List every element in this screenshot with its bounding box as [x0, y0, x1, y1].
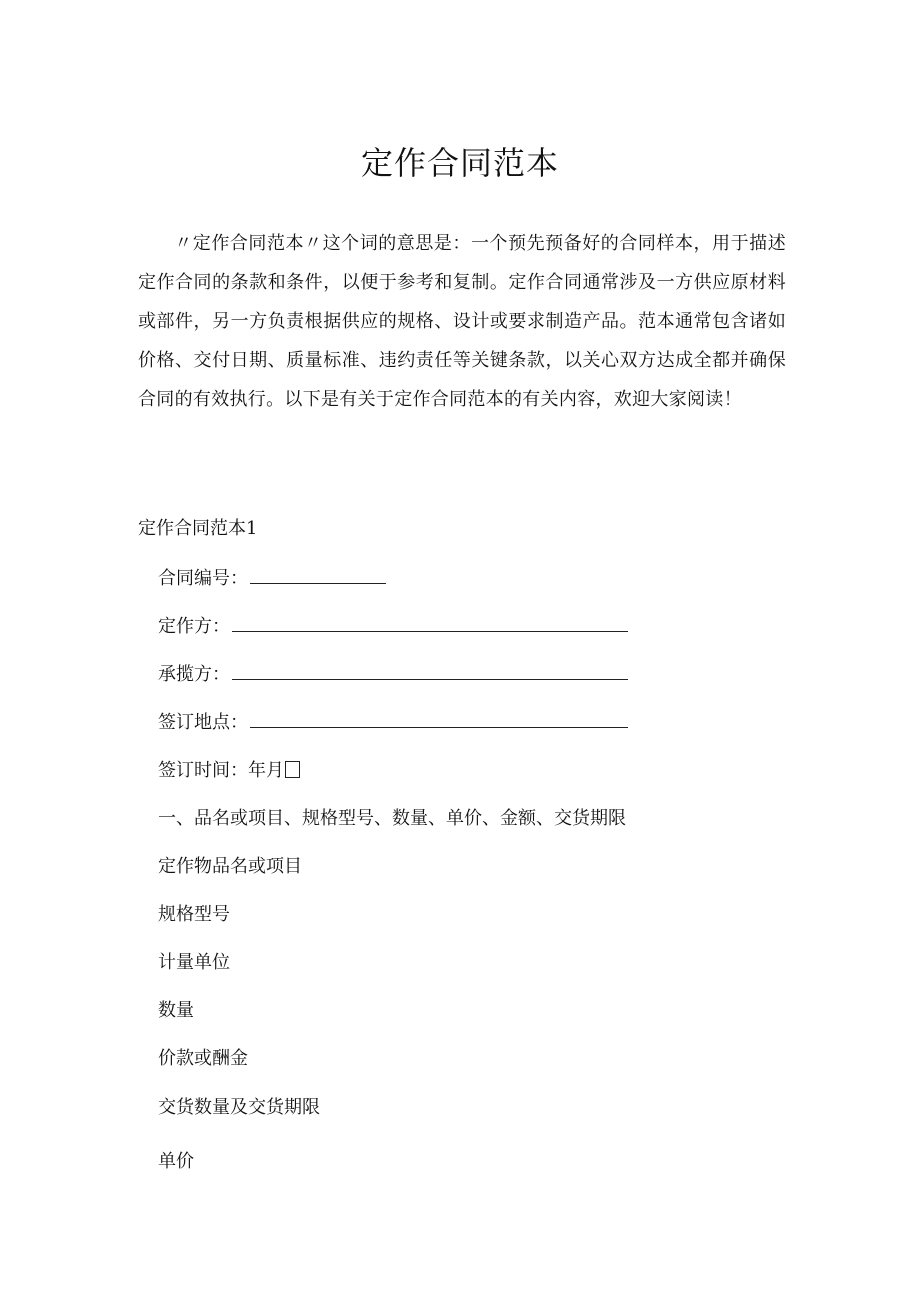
contractor-label: 承揽方：	[158, 664, 230, 685]
item-line: 单价	[158, 1151, 194, 1172]
contract-number-row	[158, 564, 386, 594]
contract-number-blank	[250, 567, 386, 584]
item-line: 数量	[158, 1000, 194, 1021]
intro-paragraph	[138, 224, 786, 419]
section-title: 定作合同范本1	[138, 518, 258, 539]
orderer-label: 定作方：	[158, 616, 230, 637]
contractor-row	[158, 660, 628, 690]
sign-time-row	[158, 756, 300, 786]
clause-one-heading: 一、品名或项目、规格型号、数量、单价、金额、交货期限	[158, 808, 626, 829]
item-line: 计量单位	[158, 952, 230, 973]
sign-time-label: 签订时间：年月	[158, 760, 284, 781]
orderer-row	[158, 612, 628, 642]
orderer-blank	[232, 615, 628, 632]
sign-place-blank	[250, 711, 628, 728]
sign-place-row	[158, 708, 628, 738]
empty-box-icon	[285, 761, 300, 778]
intro-text: 〃定作合同范本〃这个词的意思是：一个预先预备好的合同样本，用于描述定作合同的条款和条件，以便于参考和复制。定作合同通常涉及一方供应原材料或部件，另一方负责根据供应的规格、设计或要求制造产品。范本通常包含诸如价格、交付日期、质量标准、违约责任等关键条款，以关心双方达成全都并确保合同的有效执行。以下是有关于定作合同范本的有关内容，欢迎大家阅读！	[138, 233, 786, 410]
sign-place-label: 签订地点：	[158, 712, 248, 733]
item-line: 规格型号	[158, 904, 230, 925]
contract-number-label: 合同编号：	[158, 568, 248, 589]
item-line: 价款或酬金	[158, 1048, 248, 1069]
item-line: 定作物品名或项目	[158, 856, 302, 877]
item-line: 交货数量及交货期限	[158, 1097, 320, 1118]
contractor-blank	[232, 663, 628, 680]
document-title: 定作合同范本	[360, 144, 559, 182]
